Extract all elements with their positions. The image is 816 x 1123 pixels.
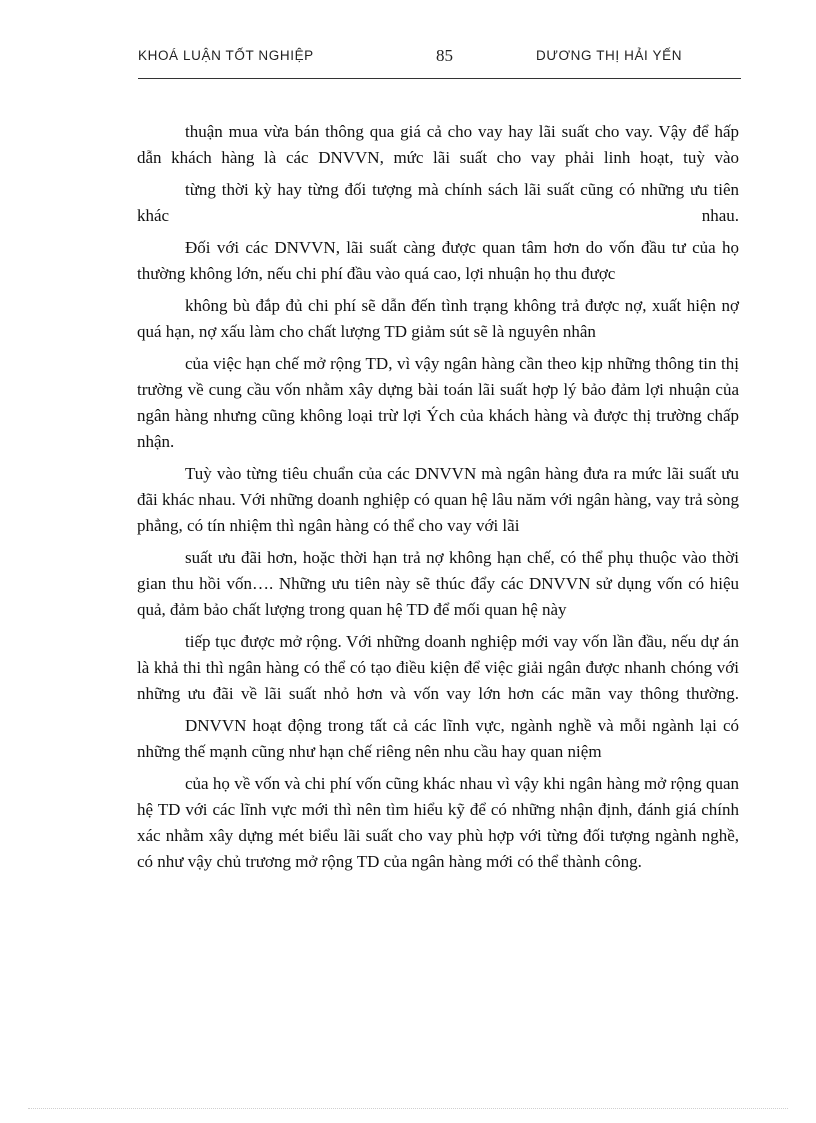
- paragraph-7: suất ưu đãi hơn, hoặc thời hạn trả nợ không hạn chế, có thể phụ thuộc vào thời gian thu hồi vốn…. Những ưu tiên này sẽ thúc đẩy các DNVVN sử dụng vốn có hiệu quả, đảm bảo chất lượng trong quan hệ TD để mối quan hệ này: [137, 548, 739, 619]
- paragraph-2: từng thời kỳ hay từng đối tượng mà chính sách lãi suất cũng có những ưu tiên khác nhau.: [137, 180, 739, 225]
- paragraph-1: thuận mua vừa bán thông qua giá cả cho vay hay lãi suất cho vay. Vậy để hấp dẫn khách hàng là các DNVVN, mức lãi suất cho vay phải linh hoạt, tuỳ vào: [137, 122, 739, 167]
- paragraph-3: Đối với các DNVVN, lãi suất càng được quan tâm hơn do vốn đầu tư của họ thường không lớn, nếu chi phí đầu vào quá cao, lợi nhuận họ thu được: [137, 238, 739, 283]
- page-bottom-divider: [28, 1108, 788, 1109]
- page-header: [138, 46, 741, 79]
- paragraph-8: tiếp tục được mở rộng. Với những doanh nghiệp mới vay vốn lần đầu, nếu dự án là khả thi thì ngân hàng có thể có tạo điều kiện để việc giải ngân được nhanh chóng với những ưu đãi về lãi suất nhỏ hơn và vốn vay lớn hơn các mãn vay thông thường.: [137, 632, 739, 703]
- paragraph-10: của họ về vốn và chi phí vốn cũng khác nhau vì vậy khi ngân hàng mở rộng quan hệ TD với các lĩnh vực mới thì nên tìm hiểu kỹ để có những nhận định, đánh giá chính xác nhằm xây dựng mét biểu lãi suất cho vay phù hợp với từng đối tượng ngành nghề, có như vậy chủ trương mở rộng TD của ngân hàng mới có thể thành công.: [137, 774, 739, 871]
- header-thesis-title: KHOÁ LUẬN TỐT NGHIỆP: [138, 48, 314, 63]
- paragraph-9: DNVVN hoạt động trong tất cả các lĩnh vực, ngành nghề và mỗi ngành lại có những thế mạnh cũng như hạn chế riêng nên nhu cầu hay quan niệm: [137, 716, 739, 761]
- page-number: 85: [436, 46, 453, 65]
- document-body: [137, 119, 739, 875]
- paragraph-4: không bù đắp đủ chi phí sẽ dẫn đến tình trạng không trả được nợ, xuất hiện nợ quá hạn, nợ xấu làm cho chất lượng TD giảm sút sẽ là nguyên nhân: [137, 296, 739, 341]
- header-author-name: DƯƠNG THỊ HẢI YẾN: [536, 48, 683, 63]
- paragraph-5: của việc hạn chế mở rộng TD, vì vậy ngân hàng cần theo kịp những thông tin thị trường về cung cầu vốn nhằm xây dựng bài toán lãi suất hợp lý bảo đảm lợi nhuận của ngân hàng nhưng cũng không loại trừ lợi Ých của khách hàng và được thị trường chấp nhận.: [137, 354, 739, 451]
- paragraph-6: Tuỳ vào từng tiêu chuẩn của các DNVVN mà ngân hàng đưa ra mức lãi suất ưu đãi khác nhau. Với những doanh nghiệp có quan hệ lâu năm với ngân hàng, vay trả sòng phẳng, có tín nhiệm thì ngân hàng có thể cho vay với lãi: [137, 464, 739, 535]
